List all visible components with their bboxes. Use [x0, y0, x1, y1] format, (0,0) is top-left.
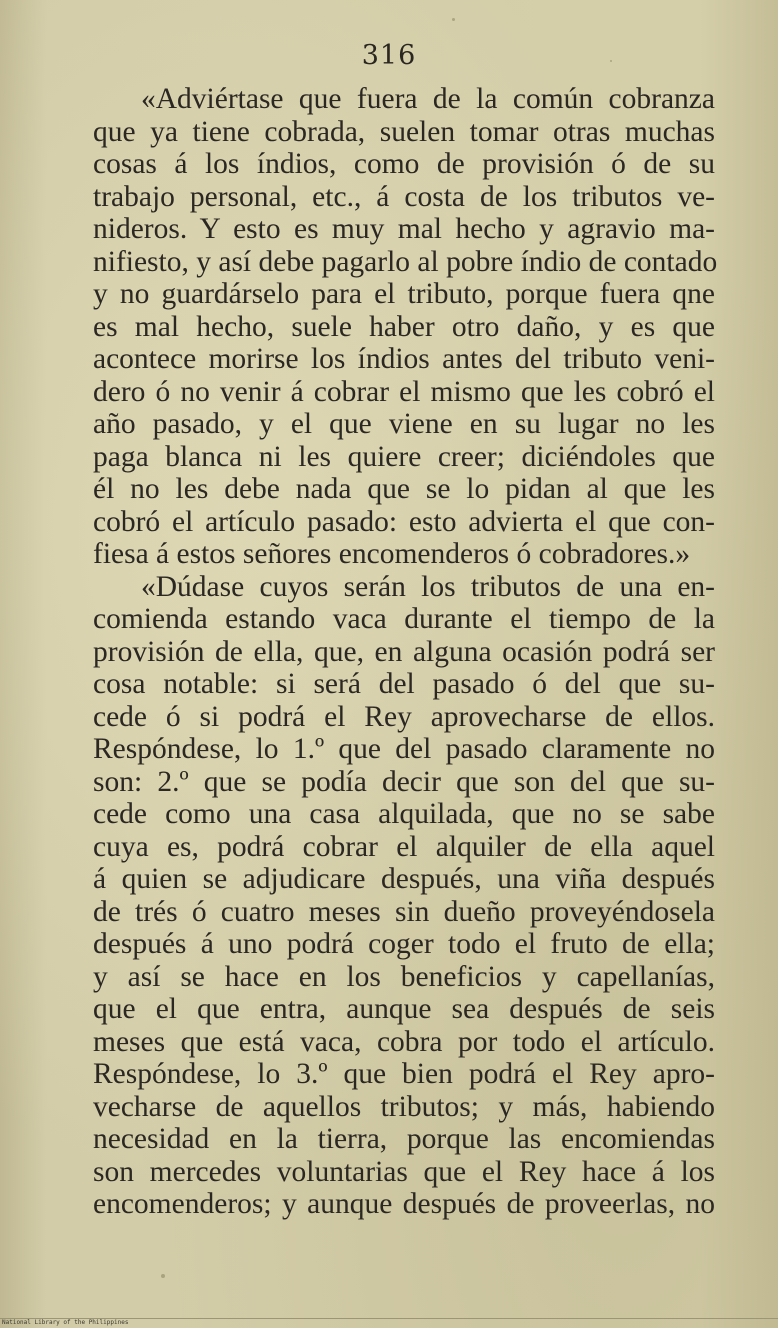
text-line: que ya tiene cobrada, suelen tomar otras muchas [93, 115, 715, 148]
text-line: paga blanca ni les quiere creer; diciéndoles que [93, 440, 715, 473]
text-line: año pasado, y el que viene en su lugar no les [93, 408, 715, 440]
text-line: encomenderos; y aunque después de proveerlas, no [93, 1188, 715, 1220]
body-text [93, 83, 718, 1221]
text-line: Respóndese, lo 3.º que bien podrá el Rey apro- [93, 1058, 715, 1090]
text-line: y no guardárselo para el tributo, porque fuera qne [93, 278, 715, 310]
text-line: cuya es, podrá cobrar el alquiler de ella aquel [93, 830, 715, 863]
text-line: «Adviértase que fuera de la común cobranza [141, 83, 715, 115]
text-line: Respóndese, lo 1.º que del pasado claramente no [93, 733, 715, 765]
text-line: después á uno podrá coger todo el fruto de ella; [93, 928, 715, 960]
paper-blemish [452, 18, 455, 21]
text-line: á quien se adjudicare después, una viña después [93, 863, 715, 895]
text-line: cede como una casa alquilada, que no se sabe [93, 798, 715, 830]
text-line: nifiesto, y así debe pagarlo al pobre índio de contado [93, 245, 718, 278]
text-line: dero ó no venir á cobrar el mismo que les cobró el [93, 375, 715, 408]
text-line: que el que entra, aunque sea después de seis [93, 993, 715, 1025]
text-line: y así se hace en los beneficios y capellanías, [93, 960, 715, 993]
text-line: vecharse de aquellos tributos; y más, habiendo [93, 1090, 715, 1123]
text-line: necesidad en la tierra, porque las encomiendas [93, 1123, 715, 1155]
text-line: comienda estando vaca durante el tiempo de la [93, 603, 715, 635]
text-line: «Dúdase cuyos serán los tributos de una en- [141, 570, 715, 603]
library-credit: National Library of the Philippines [2, 1319, 129, 1326]
text-line: acontece morirse los índios antes del tributo veni- [93, 343, 715, 375]
text-line: cosa notable: si será del pasado ó del que su- [93, 668, 715, 700]
text-line: son: 2.º que se podía decir que son del que su- [93, 765, 715, 798]
page-number: 316 [361, 40, 417, 71]
text-line: es mal hecho, suele haber otro daño, y es que [93, 310, 715, 343]
text-line: provisión de ella, que, en alguna ocasión podrá ser [93, 635, 715, 668]
text-line: trabajo personal, etc., á costa de los tributos ve- [93, 180, 715, 213]
text-line: de trés ó cuatro meses sin dueño proveyéndosela [93, 895, 715, 928]
text-line: cede ó si podrá el Rey aprovecharse de ellos. [93, 700, 715, 733]
text-line: nideros. Y esto es muy mal hecho y agravio ma- [93, 213, 715, 245]
text-line: fiesa á estos señores encomenderos ó cobradores.» [93, 538, 691, 570]
text-line: cosas á los índios, como de provisión ó de su [93, 148, 715, 180]
text-line: él no les debe nada que se lo pidan al que les [93, 473, 715, 505]
paper-blemish [161, 1274, 165, 1278]
text-line: son mercedes voluntarias que el Rey hace á los [93, 1155, 715, 1188]
text-line: meses que está vaca, cobra por todo el artículo. [93, 1025, 715, 1058]
text-line: cobró el artículo pasado: esto advierta el que con- [93, 505, 715, 538]
